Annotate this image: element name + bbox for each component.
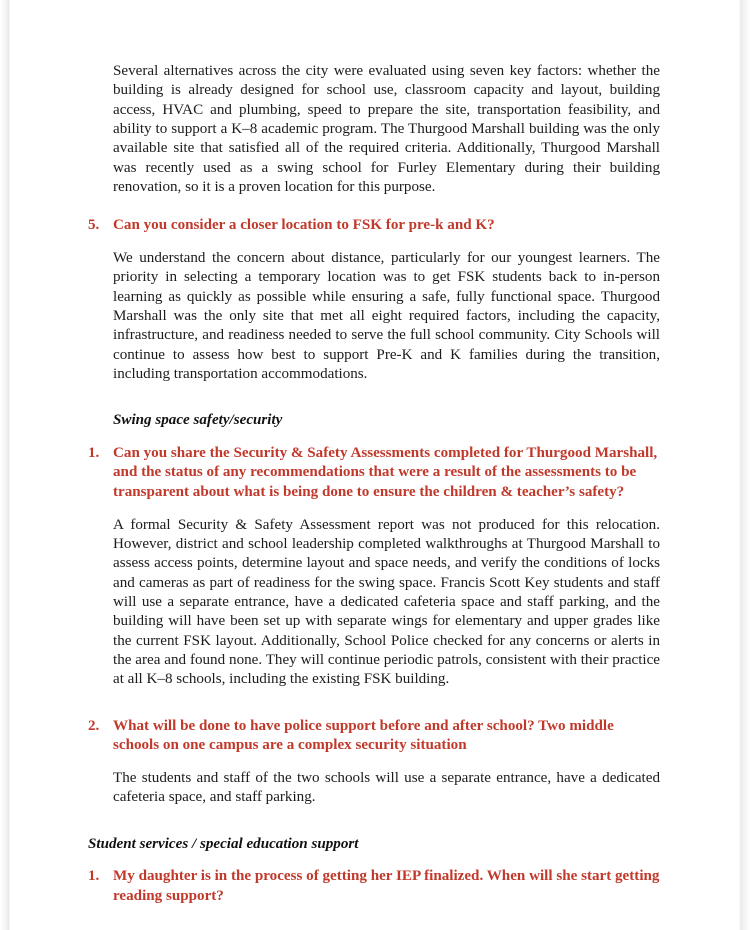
question-text: My daughter is in the process of getting her IEP finalized. When will she start getting reading support? [113,867,660,904]
intro-paragraph: Several alternatives across the city were evaluated using seven key factors: whether the building is already designed for school use, classroom capacity and layout, building access, HVAC and plumbing, speed to prepare the site, transportation feasibility, and ability to support a K–8 academic program. The Thurgood Marshall building was the only available site that satisfied all of the required criteria. Additionally, Thurgood Marshall was recently used as a swing school for Furley Elementary during their building renovation, so it is a proven location for this purpose. [113,63,660,196]
answer-paragraph-swing-1: A formal Security & Safety Assessment report was not produced for this relocation. However, district and school leadership completed walkthroughs at Thurgood Marshall to assess access points, determine layout and space needs, and verify the conditions of locks and cameras as part of readiness for the swing space. Francis Scott Key students and staff will use a separate entrance, have a dedicated cafeteria space and staff parking, and the building will have been set up with separate wings for elementary and upper grades like the current FSK layout. Additionally, School Police checked for any concerns or alerts in the area and found none. They will continue periodic patrols, consistent with their practice at all K–8 schools, including the existing FSK building. [113,516,660,688]
question-number: 2. [88,717,100,734]
question-number: 1. [88,867,100,884]
question-number: 1. [88,444,100,461]
section-heading-student-services: Student services / special education support [88,835,359,852]
question-item-student-1 [88,867,660,906]
question-number: 5. [88,217,100,234]
page-edge-left [0,0,10,930]
question-text: Can you consider a closer location to FSK for pre-k and K? [113,217,495,234]
document-content [88,62,660,906]
question-item-5 [88,216,660,236]
question-text: What will be done to have police support before and after school? Two middle schools on one campus are a complex security situation [113,717,614,754]
page-edge-right [739,0,750,930]
answer-paragraph-5: We understand the concern about distance, particularly for our youngest learners. The priority in selecting a temporary location was to get FSK students back to in-person learning as quickly as possible while ensuring a safe, fully functional space. Thurgood Marshall was the only site that met all eight required factors, including the capacity, infrastructure, and readiness needed to serve the full school community. City Schools will continue to assess how best to support Pre-K and K families during the transition, including transportation accommodations. [113,250,660,383]
question-item-swing-2 [88,717,660,756]
question-item-swing-1 [88,444,660,503]
section-heading-swing-space: Swing space safety/security [113,412,283,429]
answer-paragraph-swing-2: The students and staff of the two schools will use a separate entrance, have a dedicated cafeteria space, and staff parking. [113,769,660,806]
question-text: Can you share the Security & Safety Assessments completed for Thurgood Marshall, and the status of any recommendations that were a result of the assessments to be transparent about what is being done to ensure the children & teacher’s safety? [113,444,658,500]
